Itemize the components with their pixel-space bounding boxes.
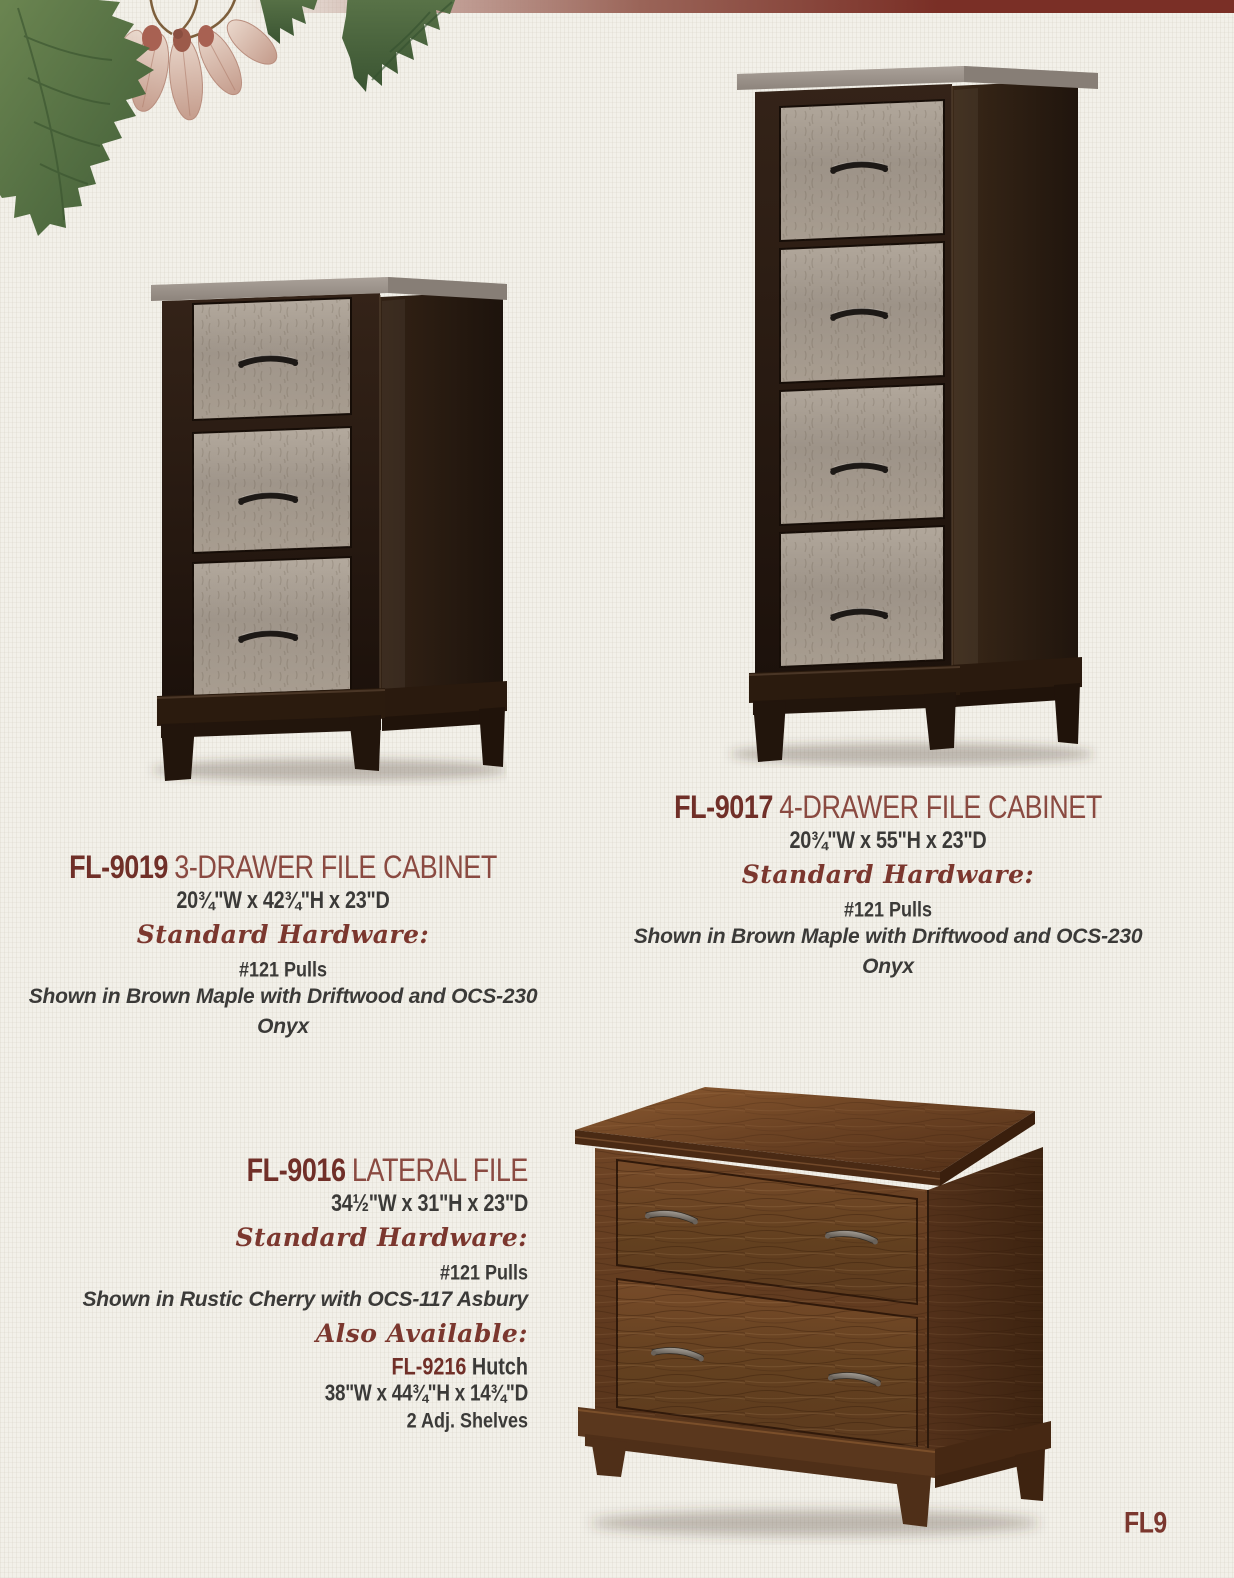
product-dimensions: 34½"W x 31"H x 23"D xyxy=(331,1189,528,1217)
page-code: FL9 xyxy=(1124,1506,1167,1539)
maple-leaf-right-icon xyxy=(342,0,458,92)
cabinet-illustration-4-drawer xyxy=(722,62,1100,768)
maple-seeds-icon xyxy=(101,0,284,121)
also-available-heading: Also Available: xyxy=(315,1319,528,1348)
also-available-code: FL-9216 xyxy=(391,1353,467,1380)
corner-botanical-art-icon xyxy=(0,0,470,250)
cabinet-illustration-lateral-file xyxy=(565,1085,1065,1545)
product-photo-fl-9016 xyxy=(565,1085,1065,1550)
also-available-dimensions: 38"W x 44¾"H x 14¾"D xyxy=(324,1381,528,1406)
drawer xyxy=(193,427,351,553)
maple-leaf-left-icon xyxy=(0,0,154,236)
product-name: 4-DRAWER FILE CABINET xyxy=(779,790,1102,826)
hardware-heading: Standard Hardware: xyxy=(235,1223,528,1252)
product-spec-fl-9019 xyxy=(23,850,543,1042)
drawer xyxy=(193,557,351,696)
product-code: FL-9017 xyxy=(674,790,773,826)
hardware-value: #121 Pulls xyxy=(843,898,933,922)
hardware-heading: Standard Hardware: xyxy=(741,860,1035,889)
product-spec-fl-9016 xyxy=(58,1153,528,1433)
hardware-value: #121 Pulls xyxy=(439,1261,528,1285)
top-accent-band xyxy=(0,0,1234,13)
cabinet-illustration-3-drawer xyxy=(145,271,507,786)
product-title xyxy=(645,790,1131,827)
product-photo-fl-9019 xyxy=(145,271,507,791)
hardware-value: #121 Pulls xyxy=(238,958,328,982)
product-dimensions: 20¾"W x 42¾"H x 23"D xyxy=(176,886,390,914)
finish-note: Shown in Brown Maple with Driftwood and OCS-230 Onyx xyxy=(633,925,1143,978)
also-available-item xyxy=(105,1353,528,1381)
product-spec-fl-9017 xyxy=(618,790,1158,982)
also-available-note: 2 Adj. Shelves xyxy=(406,1409,528,1433)
drawer xyxy=(780,384,944,525)
drawer xyxy=(780,100,944,241)
drawer xyxy=(780,242,944,383)
drawer xyxy=(780,526,944,667)
product-name: LATERAL FILE xyxy=(351,1153,528,1189)
product-dimensions: 20¾"W x 55"H x 23"D xyxy=(789,826,987,854)
cabinet-shadow xyxy=(730,743,1094,765)
product-code: FL-9016 xyxy=(246,1153,346,1189)
finish-note: Shown in Rustic Cherry with OCS-117 Asbury xyxy=(82,1288,528,1311)
hardware-heading: Standard Hardware: xyxy=(136,920,430,949)
cabinet-shadow xyxy=(152,759,507,781)
product-photo-fl-9017 xyxy=(722,62,1100,773)
product-title xyxy=(49,850,517,887)
also-available-name: Hutch xyxy=(471,1353,528,1380)
product-code: FL-9019 xyxy=(69,850,168,886)
product-title xyxy=(105,1153,528,1190)
cabinet-shadow xyxy=(590,1510,1040,1536)
product-name: 3-DRAWER FILE CABINET xyxy=(174,850,497,886)
drawer xyxy=(193,298,351,420)
finish-note: Shown in Brown Maple with Driftwood and OCS-230 Onyx xyxy=(28,985,538,1038)
